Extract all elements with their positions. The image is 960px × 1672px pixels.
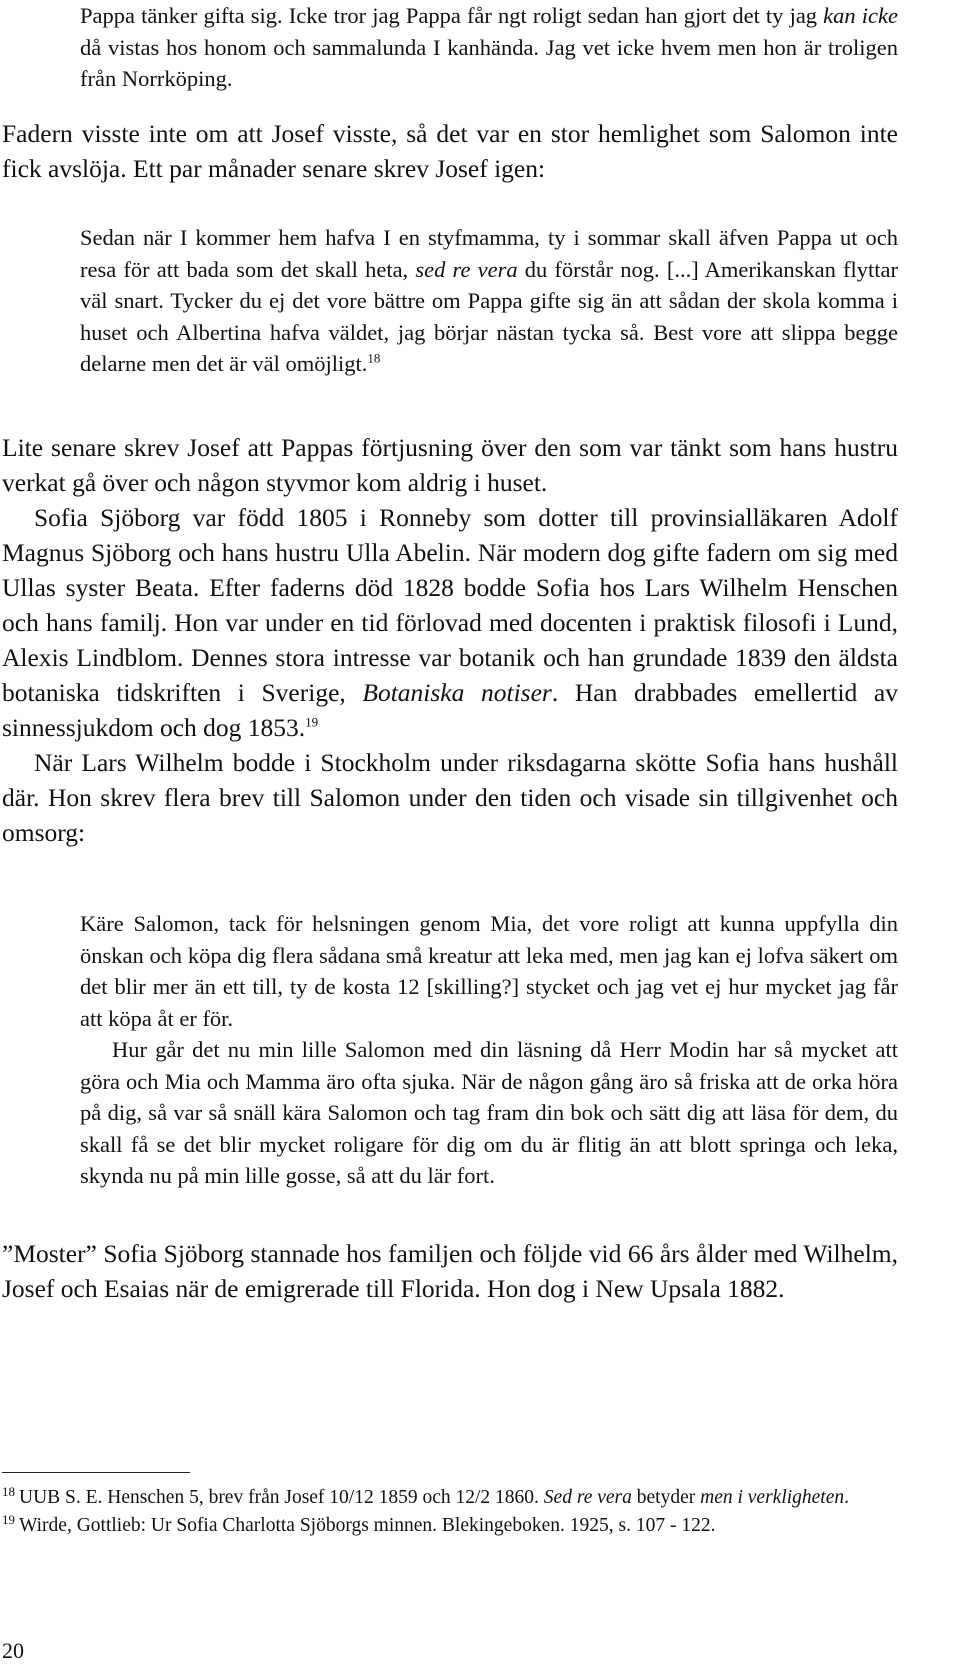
body-paragraph (2, 1236, 898, 1306)
footnote-text: . (844, 1487, 850, 1508)
quote-paragraph (80, 222, 898, 380)
quote-paragraph: Käre Salomon, tack för helsningen genom Mia, det vore roligt att kunna uppfylla din önskan och köpa dig flera sådana små kreatur att leka med, men jag kan ej lofva säkert om det blir mer än ett till, ty de kosta 12 [skilling?] stycket och jag vet ej hur mycket jag får att köpa åt er för. (80, 911, 898, 1031)
quote-text: då vistas hos honom och sammalunda I kanhända. Jag vet icke (80, 34, 655, 60)
quote-paragraph: Hur går det nu min lille Salomon med din läsning då Herr Modin har så mycket att göra och Mia och Mamma äro ofta sjuka. När de någon gång äro så friska att de orka höra på dig, så var så snäll kära Salomon och tag fram din bok och sätt dig att läsa för dem, du skall få se det blir mycket roligare för dig om du är flitig än att blott springa och leka, skynda nu på min lille gosse, så att du lär fort. (80, 1037, 898, 1188)
footnote-emphasis: men i verkligheten (700, 1487, 845, 1508)
footnote-text: Wirde, Gottlieb: Ur Sofia Charlotta Sjöborgs minnen. Blekingeboken. 1925, s. 107 - 122. (19, 1515, 716, 1536)
footnote-18 (2, 1484, 898, 1512)
quote-emphasis: kan icke (823, 3, 898, 28)
quote-line (80, 0, 898, 95)
paragraph-text (2, 500, 898, 745)
paragraph-emphasis: Botaniska notiser (362, 678, 552, 707)
quote-text: jag (789, 3, 824, 28)
paragraph-segment: . Han drabbades emellertid av sinnessjukdom och dog 1853. (2, 678, 898, 742)
paragraph-text: ”Moster” Sofia Sjöborg stannade hos familjen och följde vid 66 års ålder med Wilhelm, Josef och Esaias när de emigrerade till Florida. Hon dog i New Upsala 1882. (2, 1239, 898, 1303)
footnote-number: 18 (2, 1483, 15, 1499)
footnote-emphasis: Sed re vera (543, 1487, 632, 1508)
footnote-text: UUB S. E. Henschen 5, brev från Josef 10/12 1859 och 12/2 1860. (19, 1487, 544, 1508)
quote-text: Sedan när I kommer hem hafva I en styfmamma, ty i sommar skall äfven Pappa ut och resa för att bada som det skall heta, (80, 225, 898, 282)
quote-text: Pappa tänker gifta sig. Icke tror jag Pappa får ngt roligt sedan han gjort det ty (80, 3, 784, 28)
quote-text: du förstår nog. [...] Amerikanskan flyttar väl snart. Tycker du ej det vore bättre om Pappa gifte sig än att sådan der skola komma i huset och Albertina hafva väldet, jag börjar nästan tycka så. Best vore att slippa begge delarne men det är väl omöjligt. (80, 256, 898, 376)
footnotes (2, 1484, 898, 1540)
footnote-number: 19 (2, 1511, 15, 1527)
page-number: 20 (2, 1638, 24, 1663)
quote-emphasis: sed re vera (415, 256, 518, 282)
paragraph-text: När Lars Wilhelm bodde i Stockholm under riksdagarna skötte Sofia hans hushåll där. Hon skrev flera brev till Salomon under den tiden och visade sin tillgivenhet och omsorg: (2, 748, 898, 847)
block-quote (80, 222, 898, 380)
quote-text: hvem men hon är troligen från Norrköping. (80, 34, 899, 91)
footnote-marker[interactable]: 18 (367, 350, 381, 366)
footnote-19 (2, 1512, 898, 1540)
footnote-marker[interactable]: 19 (305, 714, 319, 730)
footnote-text: betyder (631, 1487, 701, 1508)
body-paragraph (2, 116, 898, 186)
quote-continuation (80, 0, 898, 95)
paragraph-text: Fadern visste inte om att Josef visste, så det var en stor hemlighet som Salomon inte fick avslöja. Ett par månader senare skrev Josef igen: (2, 119, 898, 183)
paragraph-text: Lite senare skrev Josef att Pappas förtjusning över den som var tänkt som hans hustru verkat gå över och någon styvmor kom aldrig i huset. (2, 433, 898, 497)
paragraph-segment: Sofia Sjöborg var född 1805 i Ronneby som dotter till provinsialläkaren Adolf Magnus Sjöborg och hans hustru Ulla Abelin. När modern dog gifte fadern om sig med Ullas syster Beata. Efter faderns död 1828 bodde Sofia hos Lars Wilhelm Henschen och hans familj. Hon var under en tid förlovad med docenten i praktisk filosofi i Lund, Alexis Lindblom. Dennes stora intresse var botanik och han grundade 1839 den äldsta botaniska tidskriften i Sverige, (2, 503, 898, 707)
block-quote (80, 908, 898, 1192)
body-paragraph (2, 430, 898, 850)
footnote-divider (2, 1472, 190, 1473)
